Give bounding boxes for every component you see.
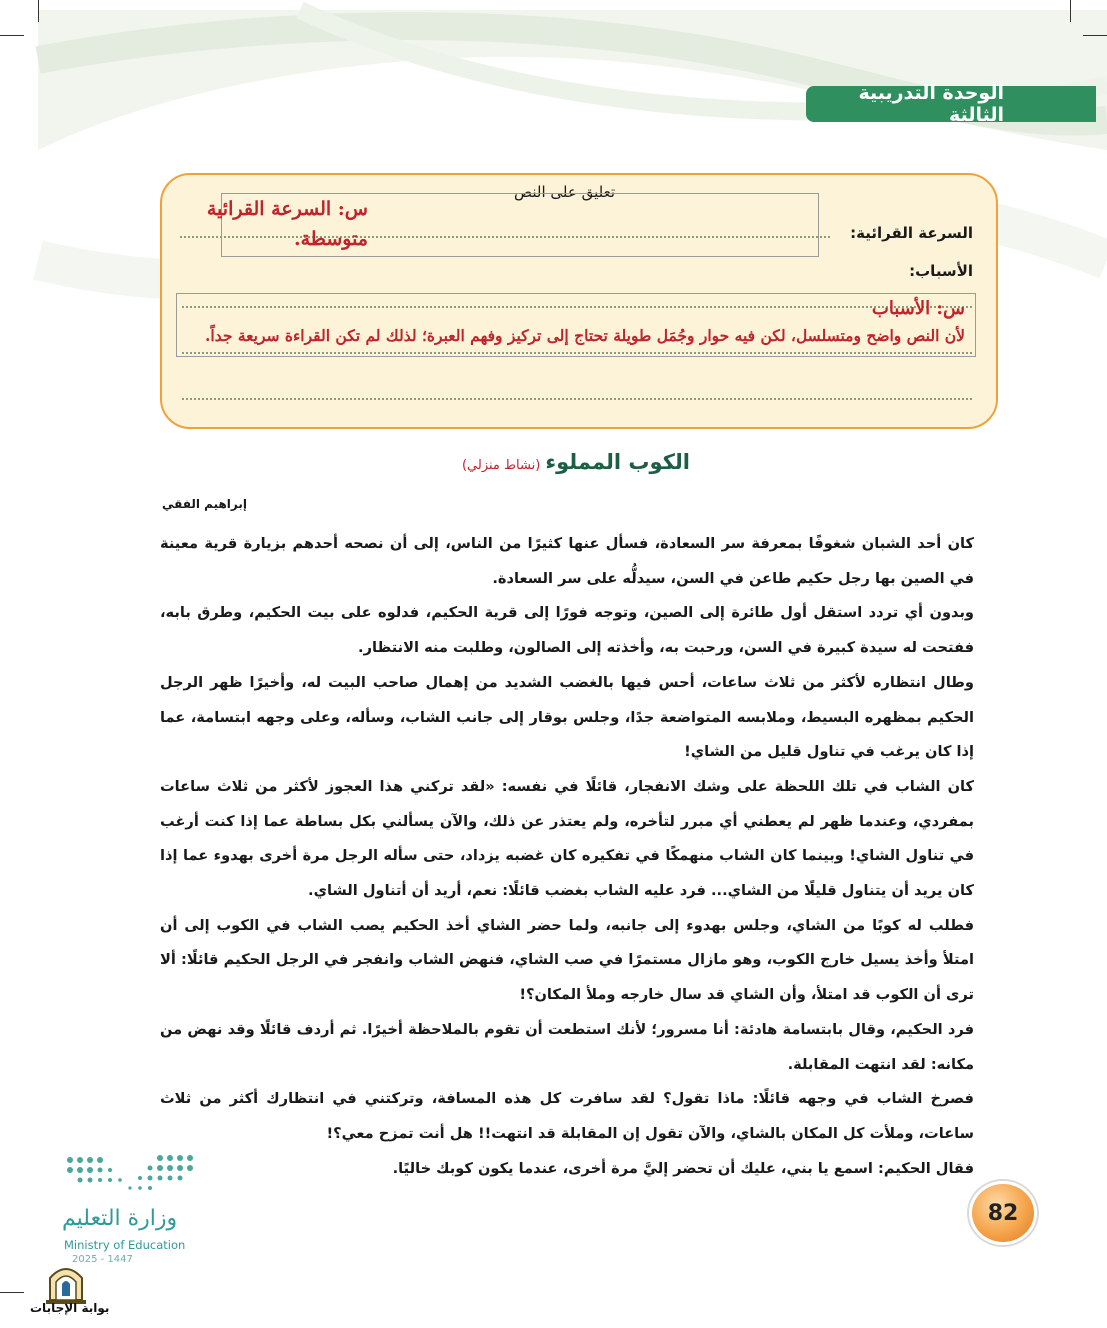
reasons-line-3	[182, 398, 972, 400]
story-paragraph: كان أحد الشبان شغوفًا بمعرفة سر السعادة، فسأل عنها كثيرًا من الناس، إلى أن نصحه أحدهم بزيارة قرية معينة في الصين بها رجل حكيم طاعن في السن، سيدلُّه على سر السعادة.	[160, 535, 974, 587]
answer-reasons-box	[176, 293, 976, 357]
story-subtitle: (نشاط منزلي)	[461, 458, 541, 473]
crop-mark	[38, 0, 39, 22]
reasons-label: الأسباب:	[909, 262, 973, 280]
crop-mark	[1070, 0, 1071, 22]
answer-speed-value: متوسطة.	[293, 228, 368, 250]
story-paragraph: فصرخ الشاب في وجهه قائلًا: ماذا تقول؟ لقد سافرت كل هذه المسافة، وتركتني في انتظارك أكثر من ثلاث ساعات، وملأت كل المكان بالشاي، والآن تقول إن المقابلة قد انتهت!! هل أنت تمزح معي؟!	[160, 1090, 974, 1142]
unit-title: الوحدة التدريبية الثالثة	[858, 82, 1004, 126]
story-paragraph: فرد الحكيم، وقال بابتسامة هادئة: أنا مسرور؛ لأنك استطعت أن تقوم بالملاحظة أخيرًا. ثم أردف قائلًا وقد نهض من مكانه: لقد انتهت المقابلة.	[160, 1020, 974, 1073]
page-number: 82	[969, 1181, 1037, 1245]
answer-speed-box	[206, 193, 819, 257]
crop-mark	[1083, 35, 1107, 36]
answer-reasons-question: س: الأسباب	[871, 298, 965, 319]
site-name: بوابة الإجابات	[30, 1301, 110, 1315]
reading-speed-label: السرعة القرائية:	[850, 224, 973, 242]
story-body	[160, 527, 974, 1186]
story-paragraph: وبدون أي تردد استقل أول طائرة إلى الصين، وتوجه فورًا إلى قرية الحكيم، فدلوه على بيت الحكيم، وطرق بابه، ففتحت له سيدة كبيرة في السن، ورحبت به، وأخذته إلى الصالون، وطلبت منه الانتظار.	[160, 604, 974, 657]
ministry-name-ar: وزارة التعليم	[62, 1206, 178, 1231]
story-paragraph: كان الشاب في تلك اللحظة على وشك الانفجار، قائلًا في نفسه: «لقد تركني هذا العجوز لأكثر من ثلاث ساعات بمفردي، وعندما ظهر لم يعطني أي مبرر لتأخره، ولم يعتذر عن ذلك، والآن يسألني بكل بساطة عما إذا كنت أرغب في تناول الشاي! وبينما كان الشاب منهمكًا في تفكيره كان غضبه يزداد، حتى سأله الرجل مرة أخرى بهدوء عما إذا كان يريد أن يتناول قليلًا من الشاي... فرد عليه الشاب بغضب قائلًا: نعم، أريد أن أتناول الشاي.	[160, 777, 974, 900]
crop-mark	[0, 35, 24, 36]
crop-mark	[0, 1292, 24, 1293]
story-paragraph: فقال الحكيم: اسمع يا بني، عليك أن تحضر إليَّ مرة أخرى، عندما يكون كوبك خاليًا.	[392, 1159, 974, 1177]
answer-reasons-value: لأن النص واضح ومتسلسل، لكن فيه حوار وجُمَل طويلة تحتاج إلى تركيز وفهم العبرة؛ لذلك لم تكن القراءة سريعة جداً.	[205, 326, 965, 345]
story-title: الكوب المملوء	[545, 450, 690, 474]
ministry-year: 2025 - 1447	[72, 1254, 133, 1265]
ministry-name-en: Ministry of Education	[64, 1238, 186, 1252]
comment-box-title: تعليق على النص	[514, 183, 616, 201]
unit-title-banner	[806, 82, 1096, 126]
story-paragraph: وطال انتظاره لأكثر من ثلاث ساعات، أحس فيها بالغضب الشديد من إهمال صاحب البيت له، وأخيرًا ظهر الرجل الحكيم بمظهره البسيط، وملابسه المتواضعة جدًا، وجلس بوقار إلى جانب الشاب، وسأله، وعلى وجهه ابتسامة، عما إذا كان يرغب في تناول قليل من الشاي!	[160, 673, 974, 761]
story-heading	[400, 450, 690, 474]
story-paragraph: فطلب له كوبًا من الشاي، وجلس بهدوء إلى جانبه، ولما حضر الشاي أخذ الحكيم يصب الشاب في الكوب إلى أن امتلأ وأخذ يسيل خارج الكوب، وهو مازال مستمرًا في صب الشاي، فنهض الشاب وانفجر في الرجل الحكيم قائلًا: ألا ترى أن الكوب قد امتلأ، وأن الشاي قد سال خارجه وملأ المكان؟!	[160, 916, 974, 1004]
story-author: إبراهيم الفقي	[161, 497, 247, 511]
answer-speed-question: س: السرعة القرائية	[206, 198, 368, 220]
